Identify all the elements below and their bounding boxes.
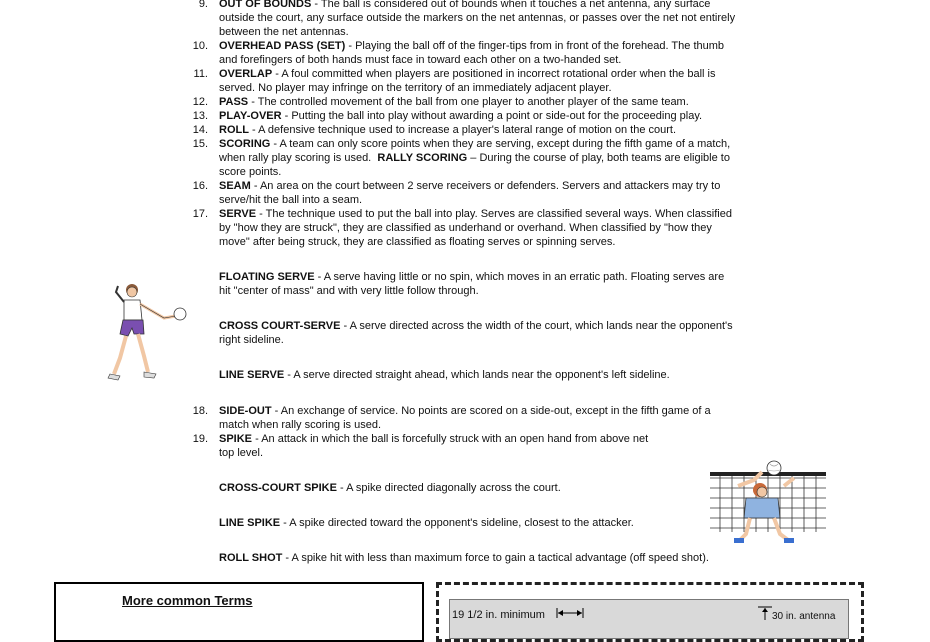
item-number: 11.: [193, 68, 208, 80]
dimension-arrow-icon: [556, 608, 584, 618]
definition-text: An attack in which the ball is forcefully struck with an open hand from above net: [261, 433, 649, 445]
item-line: match when rally scoring is used.: [219, 419, 382, 431]
term-serve: SERVE: [219, 208, 257, 220]
item-number: 9.: [198, 0, 208, 10]
definition-text: Putting the ball into play without awarding a point or side-out for the proceeding play.: [291, 110, 703, 122]
item-number: 16.: [192, 180, 208, 192]
item-number: 10.: [192, 40, 208, 52]
item-line: move" after being struck, they are classified as floating serves or spinning serves.: [219, 236, 616, 248]
term-overlap: OVERLAP: [219, 68, 273, 80]
serve-type-line: LINE SERVE - A serve directed straight ahead, which lands near the opponent's left sideline.: [219, 369, 670, 381]
definition-text: A serve having little or no spin, which moves in an erratic path. Floating serves are: [323, 271, 725, 283]
serve-type-line: hit "center of mass" and with very little follow through.: [219, 285, 479, 297]
item-line: [219, 151, 730, 165]
item-line: OVERHEAD PASS (SET) - Playing the ball off of the finger-tips from in front of the forehead. The thumb: [219, 40, 725, 52]
term-play-over: PLAY-OVER: [219, 110, 282, 122]
dimension-arrow-vertical-icon: [758, 606, 772, 620]
item-line: SIDE-OUT - An exchange of service. No points are scored on a side-out, except in the fifth game of a: [219, 405, 711, 417]
definition-text: A spike directed toward the opponent's sideline, closest to the attacker.: [289, 517, 634, 529]
definition-text: The ball is considered out of bounds when it touches a net antenna, any surface: [320, 0, 711, 10]
term-roll: ROLL: [219, 124, 249, 136]
term-floating-serve: FLOATING SERVE: [219, 271, 315, 283]
definition-text: A serve directed across the width of the court, which lands near the opponent's: [349, 320, 733, 332]
item-line: SCORING - A team can only score points when they are serving, except during the fifth game of a match,: [219, 138, 731, 150]
definition-text: A serve directed straight ahead, which lands near the opponent's left sideline.: [293, 369, 670, 381]
item-number: 19.: [192, 433, 208, 445]
item-line: ROLL - A defensive technique used to increase a player's lateral range of motion on the court.: [219, 124, 677, 136]
serve-type-line: CROSS COURT-SERVE - A serve directed across the width of the court, which lands near the opponent's: [219, 320, 733, 332]
item-line: SPIKE - An attack in which the ball is forcefully struck with an open hand from above net: [219, 433, 649, 445]
more-common-terms-title: More common Terms: [122, 593, 253, 608]
item-line: SERVE - The technique used to put the ball into play. Serves are classified several ways. When classified: [219, 208, 732, 220]
item-line: serve/hit the ball into a seam.: [219, 194, 363, 206]
item-number: 13.: [192, 110, 208, 122]
diagram-label-minimum: 19 1/2 in. minimum: [452, 609, 545, 621]
term-line-serve: LINE SERVE: [219, 369, 285, 381]
item-line: served. No player may infringe on the territory of an immediately adjacent player.: [219, 82, 612, 94]
definition-text: A defensive technique used to increase a player's lateral range of motion on the court.: [258, 124, 677, 136]
spike-type-line: CROSS-COURT SPIKE - A spike directed diagonally across the court.: [219, 482, 561, 494]
definition-text: The technique used to put the ball into play. Serves are classified several ways. When classified: [265, 208, 732, 220]
item-number: 12.: [192, 96, 208, 108]
term-spike: SPIKE: [219, 433, 253, 445]
term-cross-court-spike: CROSS-COURT SPIKE: [219, 482, 337, 494]
item-line: between the net antennas.: [219, 26, 349, 38]
item-line: score points.: [219, 166, 282, 178]
serve-type-line: FLOATING SERVE - A serve having little or no spin, which moves in an erratic path. Floating serves are: [219, 271, 725, 283]
definition-text: A foul committed when players are positioned in incorrect rotational order when the ball is: [281, 68, 716, 80]
term-pass: PASS: [219, 96, 249, 108]
definition-text: The controlled movement of the ball from one player to another player of the same team.: [257, 96, 689, 108]
item-line: PASS - The controlled movement of the ball from one player to another player of the same team.: [219, 96, 689, 108]
term-overhead-pass: OVERHEAD PASS (SET): [219, 40, 346, 52]
definition-text: Playing the ball off of the finger-tips from in front of the forehead. The thumb: [355, 40, 725, 52]
item-number: 18.: [192, 405, 208, 417]
term-cross-court-serve: CROSS COURT-SERVE: [219, 320, 341, 332]
item-line: outside the court, any surface outside the markers on the net antennas, or passes over the net not entirely: [219, 12, 736, 24]
spike-type-line: ROLL SHOT - A spike hit with less than maximum force to gain a tactical advantage (off speed shot).: [219, 552, 709, 564]
term-scoring: SCORING: [219, 138, 271, 150]
item-number: 14.: [192, 124, 208, 136]
item-line: OUT OF BOUNDS - The ball is considered out of bounds when it touches a net antenna, any surface: [219, 0, 711, 10]
item-line: SEAM - An area on the court between 2 serve receivers or defenders. Servers and attackers may try to: [219, 180, 721, 192]
item-line: and forefingers of both hands must face in toward each other on a two-handed set.: [219, 54, 622, 66]
definition-text: A team can only score points when they are serving, except during the fifth game of a match,: [279, 138, 731, 150]
term-line-spike: LINE SPIKE: [219, 517, 281, 529]
term-rally-scoring: RALLY SCORING: [377, 152, 468, 164]
definition-text: A spike directed diagonally across the court.: [346, 482, 561, 494]
definition-text: A spike hit with less than maximum force to gain a tactical advantage (off speed shot).: [291, 552, 709, 564]
volleyball-server-illustration: [104, 278, 196, 382]
serve-type-line: right sideline.: [219, 334, 284, 346]
spike-type-line: LINE SPIKE - A spike directed toward the opponent's sideline, closest to the attacker.: [219, 517, 634, 529]
volleyball-spiker-at-net-illustration: [700, 460, 832, 544]
item-line: by "how they are struck", they are classified as underhand or overhand. When classified by "how they: [219, 222, 712, 234]
definition-text: when rally play scoring is used.: [219, 152, 372, 164]
term-seam: SEAM: [219, 180, 251, 192]
definition-text: An exchange of service. No points are scored on a side-out, except in the fifth game of a: [280, 405, 711, 417]
item-line: OVERLAP - A foul committed when players are positioned in incorrect rotational order when the ball is: [219, 68, 716, 80]
term-roll-shot: ROLL SHOT: [219, 552, 283, 564]
item-number: 15.: [192, 138, 208, 150]
definition-text: – During the course of play, both teams are eligible to: [470, 152, 730, 164]
item-line: PLAY-OVER - Putting the ball into play without awarding a point or side-out for the proceeding play.: [219, 110, 703, 122]
more-common-terms-box: [54, 582, 424, 642]
diagram-label-antenna: 30 in. antenna: [772, 611, 836, 622]
term-out-of-bounds: OUT OF BOUNDS: [219, 0, 312, 10]
term-side-out: SIDE-OUT: [219, 405, 272, 417]
item-line: top level.: [219, 447, 264, 459]
item-number: 17.: [192, 208, 208, 220]
definition-text: An area on the court between 2 serve receivers or defenders. Servers and attackers may try to: [259, 180, 721, 192]
